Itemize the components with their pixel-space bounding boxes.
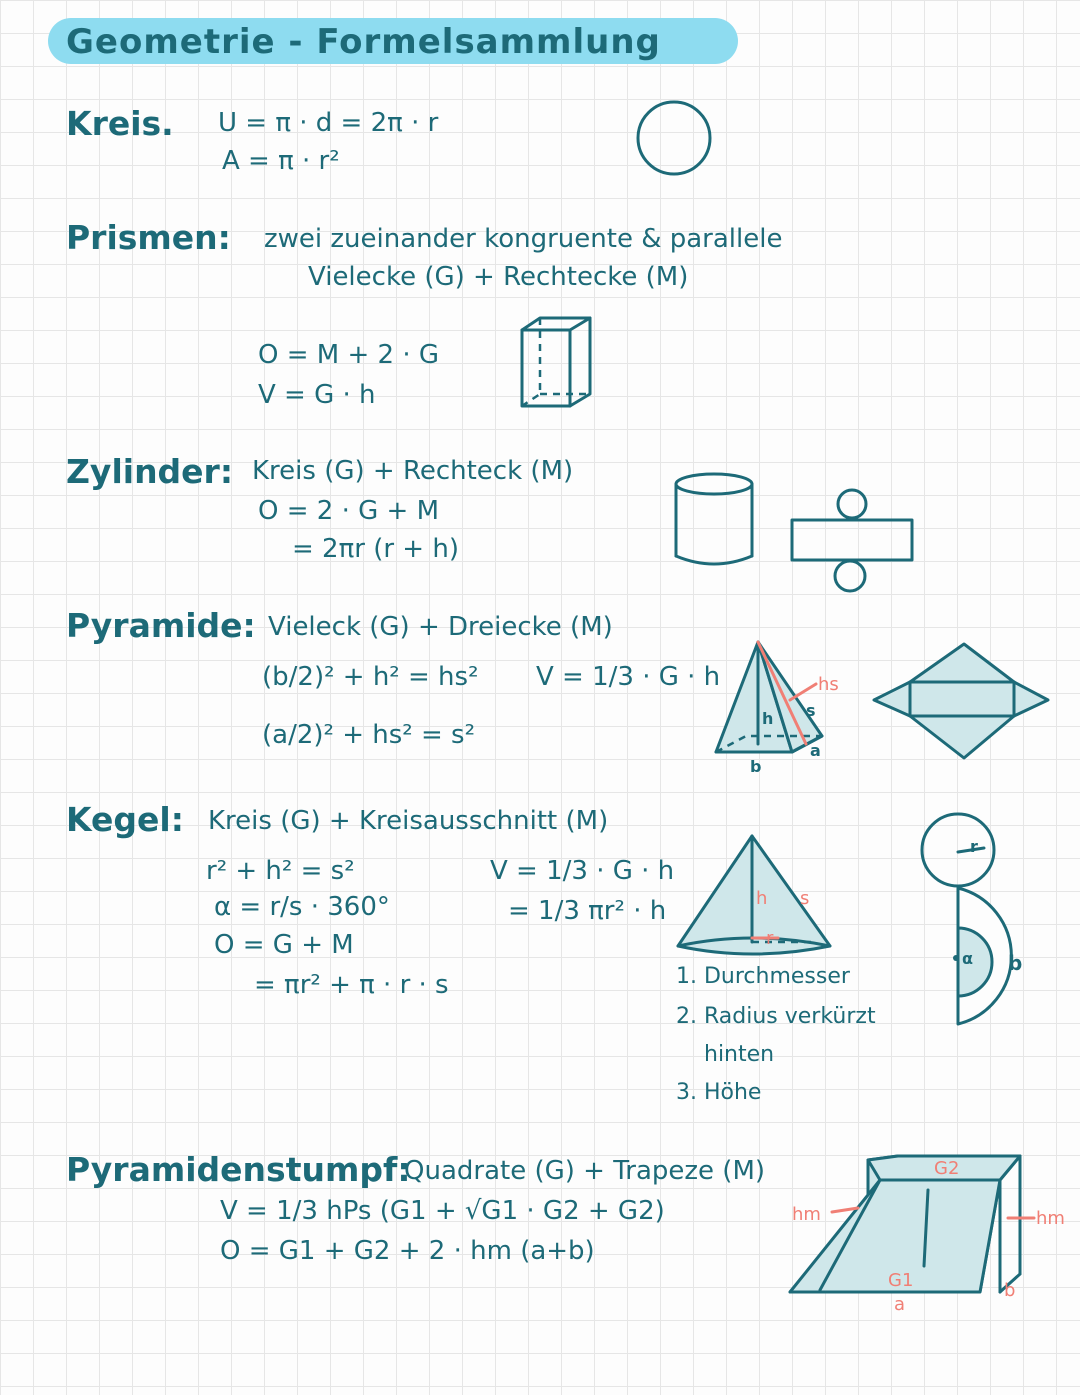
stumpf-label-a: a	[894, 1294, 906, 1315]
kegel-step-2: 2. Radius verkürzt	[676, 1004, 876, 1029]
pyramide-formula-1: (b/2)² + h² = hs²	[262, 662, 479, 692]
kegel-label-r-net: r	[970, 837, 978, 856]
stumpf-label-g1: G1	[888, 1270, 914, 1291]
stumpf-heading: Pyramidenstumpf:	[66, 1150, 411, 1189]
zylinder-formula-o1: O = 2 · G + M	[258, 496, 440, 526]
pyramide-label-a: a	[810, 741, 821, 760]
stumpf-formula-v: V = 1/3 hPs (G1 + √G1 · G2 + G2)	[220, 1196, 665, 1226]
kegel-label-b: b	[1008, 951, 1023, 975]
kegel-formula-v1: V = 1/3 · G · h	[490, 856, 675, 886]
kegel-net-sketch	[922, 814, 1011, 1024]
zylinder-formula-o2: = 2πr (r + h)	[292, 534, 459, 564]
zylinder-sketch	[676, 474, 752, 564]
stumpf-label-hm-left: hm	[792, 1204, 821, 1225]
zylinder-heading: Zylinder:	[66, 452, 234, 491]
pyramide-label-b: b	[750, 757, 762, 776]
kegel-formula-1: r² + h² = s²	[206, 856, 355, 886]
pyramide-heading: Pyramide:	[66, 606, 256, 645]
kegel-step-2b: hinten	[704, 1042, 775, 1067]
kegel-step-1: 1. Durchmesser	[676, 964, 850, 989]
pyramide-label-s: s	[806, 701, 816, 720]
prismen-formula-v: V = G · h	[258, 380, 376, 410]
pyramide-formula-v: V = 1/3 · G · h	[536, 662, 721, 692]
kreis-circle-sketch	[638, 102, 710, 174]
stumpf-label-hm-right: hm	[1036, 1208, 1065, 1229]
kegel-label-r: r	[766, 928, 774, 949]
pyramide-net-sketch	[874, 644, 1048, 758]
kegel-step-3: 3. Höhe	[676, 1080, 762, 1105]
pyramide-sketch	[716, 642, 822, 752]
stumpf-label-b: b	[1004, 1280, 1016, 1301]
kegel-formula-2: α = r/s · 360°	[214, 892, 390, 922]
kegel-desc: Kreis (G) + Kreisausschnitt (M)	[208, 806, 609, 836]
kegel-formula-v2: = 1/3 πr² · h	[508, 896, 667, 926]
prisma-sketch	[522, 318, 590, 406]
pyramide-label-h: h	[762, 709, 774, 728]
stumpf-label-g2: G2	[934, 1158, 960, 1179]
kegel-formula-3: O = G + M	[214, 930, 354, 960]
prismen-formula-o: O = M + 2 · G	[258, 340, 440, 370]
kegel-formula-4: = πr² + π · r · s	[254, 970, 449, 1000]
zylinder-net-sketch	[792, 490, 912, 591]
kreis-formula-a: A = π · r²	[222, 146, 340, 176]
stumpf-formula-o: O = G1 + G2 + 2 · hm (a+b)	[220, 1236, 595, 1266]
pyramide-label-hs: hs	[818, 674, 839, 695]
prismen-desc-line1: zwei zueinander kongruente & parallele	[264, 224, 783, 254]
stumpf-desc: Quadrate (G) + Trapeze (M)	[404, 1156, 766, 1186]
kreis-formula-u: U = π · d = 2π · r	[218, 108, 439, 138]
pyramide-desc: Vieleck (G) + Dreiecke (M)	[268, 612, 613, 642]
prismen-heading: Prismen:	[66, 218, 231, 257]
kegel-label-alpha: α	[962, 949, 973, 968]
kreis-heading: Kreis.	[66, 104, 174, 143]
zylinder-desc: Kreis (G) + Rechteck (M)	[252, 456, 574, 486]
prismen-desc-line2: Vielecke (G) + Rechtecke (M)	[308, 262, 689, 292]
kegel-heading: Kegel:	[66, 800, 184, 839]
kegel-label-s: s	[800, 888, 810, 909]
pyramide-formula-2: (a/2)² + hs² = s²	[262, 720, 475, 750]
kegel-label-h: h	[756, 888, 768, 909]
page-title: Geometrie - Formelsammlung	[66, 22, 661, 62]
